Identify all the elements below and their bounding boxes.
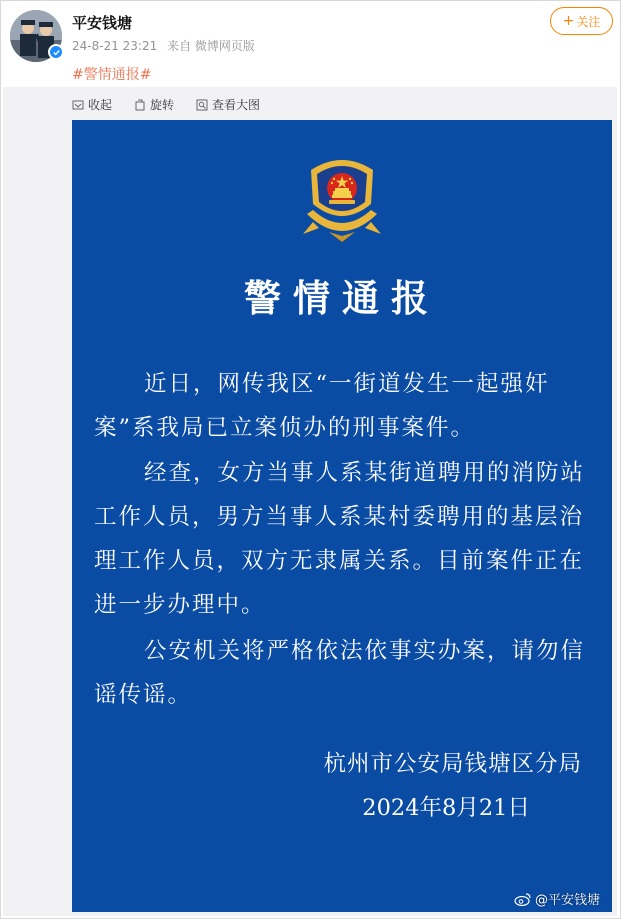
notice-paragraph-2 xyxy=(94,451,604,627)
notice-paragraph-2-text: 经查，女方当事人系某街道聘用的消防站工作人员，男方当事人系某村委聘用的基层治理工作人员，双方无隶属关系。目前案件正在进一步办理中。 xyxy=(94,460,586,618)
watermark-text: @平安钱塘 xyxy=(535,893,601,908)
username[interactable]: 平安钱塘 xyxy=(72,14,133,32)
follow-label: 关注 xyxy=(576,14,601,29)
notice-date: 2024年8月21日 xyxy=(362,795,530,821)
collapse-button[interactable] xyxy=(72,96,112,113)
post-meta xyxy=(72,37,261,54)
notice-signature: 杭州市公安局钱塘区分局 xyxy=(323,751,582,777)
police-emblem xyxy=(299,152,385,244)
rotate-button[interactable] xyxy=(134,96,174,113)
notice-paragraph-1 xyxy=(94,362,604,450)
view-large-button[interactable] xyxy=(196,96,260,113)
rotate-icon xyxy=(134,99,146,111)
post-timestamp[interactable]: 24-8-21 23:21 xyxy=(72,39,158,53)
collapse-icon xyxy=(72,99,84,111)
magnify-icon xyxy=(196,99,208,111)
verified-badge-icon xyxy=(48,44,64,60)
view-large-label: 查看大图 xyxy=(212,98,261,112)
follow-button[interactable] xyxy=(550,7,613,35)
collapse-label: 收起 xyxy=(88,98,113,112)
hashtag-link[interactable]: #警情通报# xyxy=(72,67,152,83)
rotate-label: 旋转 xyxy=(150,98,175,112)
notice-paragraph-3-text: 公安机关将严格依法依事实办案，请勿信谣传谣。 xyxy=(94,638,586,708)
plus-icon: + xyxy=(562,13,575,29)
weibo-watermark xyxy=(514,889,600,908)
weibo-logo-icon xyxy=(514,892,532,906)
post-source: 来自 微博网页版 xyxy=(167,39,255,53)
notice-title: 警情通报 xyxy=(244,276,440,320)
notice-paragraph-3 xyxy=(94,629,604,717)
image-toolbar xyxy=(72,96,260,113)
police-notice-image[interactable] xyxy=(72,120,612,912)
notice-paragraph-1-text: 近日，网传我区“一街道发生一起强奸案”系我局已立案侦办的刑事案件。 xyxy=(94,371,550,441)
